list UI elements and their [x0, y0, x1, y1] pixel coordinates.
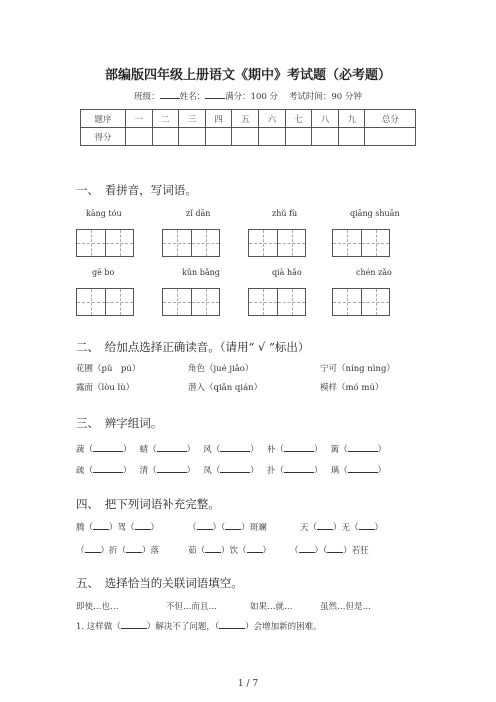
score-cell[interactable] [152, 128, 179, 146]
answer-blank[interactable] [85, 543, 101, 553]
pinyin: zhǔ fù [272, 209, 298, 218]
writing-grid[interactable] [76, 288, 134, 316]
header-cell: 四 [205, 110, 232, 128]
writing-grid[interactable] [332, 229, 390, 257]
header-cell: 一 [126, 110, 153, 128]
answer-blank[interactable] [121, 619, 147, 629]
section-5-heading: 五、 选择恰当的关联词语填空。 [76, 576, 243, 590]
score-cell[interactable] [365, 128, 416, 146]
exam-time: 考试时间：90 分钟 [288, 92, 362, 102]
answer-blank[interactable] [327, 543, 343, 553]
conjunction-option: 虽然…但是… [320, 602, 372, 612]
answer-blank[interactable] [197, 520, 213, 530]
answer-blank[interactable] [205, 543, 221, 553]
header-cell: 总分 [365, 110, 416, 128]
reading-item[interactable]: 宁可（níng nìng） [320, 364, 395, 374]
answer-blank[interactable] [317, 520, 333, 530]
conjunction-option: 即使…也… [76, 602, 119, 612]
idiom-item: 天（ ）无（ ） [300, 520, 383, 533]
header-cell: 六 [259, 110, 286, 128]
score-cell[interactable] [312, 128, 339, 146]
question-1: 1. 这样做（ ）解决不了问题，（ ）会增加新的困难。 [76, 619, 322, 632]
answer-blank[interactable] [93, 442, 123, 452]
pinyin: qiāng shuān [350, 209, 400, 218]
answer-blank[interactable] [220, 463, 250, 473]
section-4-heading: 四、 把下列词语补充完整。 [76, 497, 220, 511]
answer-blank[interactable] [299, 543, 315, 553]
score-cell[interactable] [338, 128, 365, 146]
score-cell[interactable] [126, 128, 153, 146]
row-label: 得分 [81, 128, 126, 146]
score-table-row [81, 128, 416, 146]
answer-blank[interactable] [135, 520, 151, 530]
writing-grid[interactable] [76, 229, 134, 257]
answer-blank[interactable] [359, 520, 375, 530]
score-table [80, 109, 416, 146]
writing-grid[interactable] [162, 288, 220, 316]
header-cell: 七 [285, 110, 312, 128]
idiom-item: （ ）折（ ）落 [76, 543, 159, 556]
answer-blank[interactable] [225, 520, 241, 530]
answer-blank[interactable] [348, 463, 378, 473]
score-cell[interactable] [205, 128, 232, 146]
score-cell[interactable] [179, 128, 206, 146]
conjunction-option: 不但…而且… [166, 602, 218, 612]
reading-item[interactable]: 花圃（pǔ pú） [76, 364, 141, 374]
writing-grid[interactable] [248, 229, 306, 257]
full-score: 满分：100 分 [225, 92, 279, 102]
reading-item[interactable]: 潜入（qiǎn qián） [188, 383, 263, 393]
answer-blank[interactable] [93, 463, 123, 473]
class-label: 班级： [134, 92, 160, 102]
idiom-item: 腾（ ）驾（ ） [76, 520, 159, 533]
reading-item[interactable]: 模样（mó mú） [320, 383, 384, 393]
idiom-item: （ ）（ ）斑斓 [188, 520, 267, 533]
answer-blank[interactable] [157, 463, 187, 473]
answer-blank[interactable] [126, 543, 142, 553]
pinyin: gē bo [92, 268, 115, 277]
answer-blank[interactable] [247, 543, 263, 553]
answer-blank[interactable] [284, 463, 314, 473]
score-cell[interactable] [259, 128, 286, 146]
header-cell: 三 [179, 110, 206, 128]
word-group-row: 疏（ ） 清（ ） 凤（ ） 扑（ ） 璃（ ） [76, 463, 386, 476]
pinyin: zǐ dān [186, 209, 211, 218]
name-blank[interactable] [205, 89, 225, 99]
conjunction-option: 如果…就… [250, 602, 293, 612]
exam-info [0, 89, 496, 102]
header-cell: 五 [232, 110, 259, 128]
idiom-item: 茹（ ）饮（ ） [188, 543, 271, 556]
score-table-header [81, 110, 416, 128]
answer-blank[interactable] [348, 442, 378, 452]
pinyin: kǔn bǎng [182, 268, 220, 277]
page-number: 1 / 7 [237, 679, 259, 689]
name-label: 姓名： [179, 92, 206, 102]
page-title: 部编版四年级上册语文《期中》考试题（必考题） [104, 68, 391, 83]
reading-item[interactable]: 露面（lòu lù） [76, 383, 135, 393]
reading-item[interactable]: 角色（jué jiǎo） [188, 364, 254, 374]
score-cell[interactable] [285, 128, 312, 146]
pinyin: kāng tóu [86, 209, 122, 218]
class-blank[interactable] [160, 89, 180, 99]
section-1-heading: 一、 看拼音，写词语。 [76, 183, 197, 197]
word-group-row: 蔬（ ） 蜻（ ） 风（ ） 朴（ ） 篱（ ） [76, 442, 386, 455]
answer-blank[interactable] [284, 442, 314, 452]
answer-blank[interactable] [157, 442, 187, 452]
pinyin: chén zǎo [356, 268, 392, 277]
header-cell: 九 [338, 110, 365, 128]
header-cell: 题序 [81, 110, 126, 128]
idiom-item: （ ）（ ）若狂 [290, 543, 369, 556]
answer-blank[interactable] [219, 619, 245, 629]
writing-grid[interactable] [162, 229, 220, 257]
section-2-heading: 二、 给加点选择正确读音。（请用“ √ ”标出） [76, 340, 310, 354]
header-cell: 八 [312, 110, 339, 128]
answer-blank[interactable] [220, 442, 250, 452]
pinyin: qià hǎo [272, 268, 302, 277]
answer-blank[interactable] [93, 520, 109, 530]
header-cell: 二 [152, 110, 179, 128]
score-cell[interactable] [232, 128, 259, 146]
writing-grid[interactable] [248, 288, 306, 316]
writing-grid[interactable] [332, 288, 390, 316]
section-3-heading: 三、 辨字组词。 [76, 416, 163, 430]
